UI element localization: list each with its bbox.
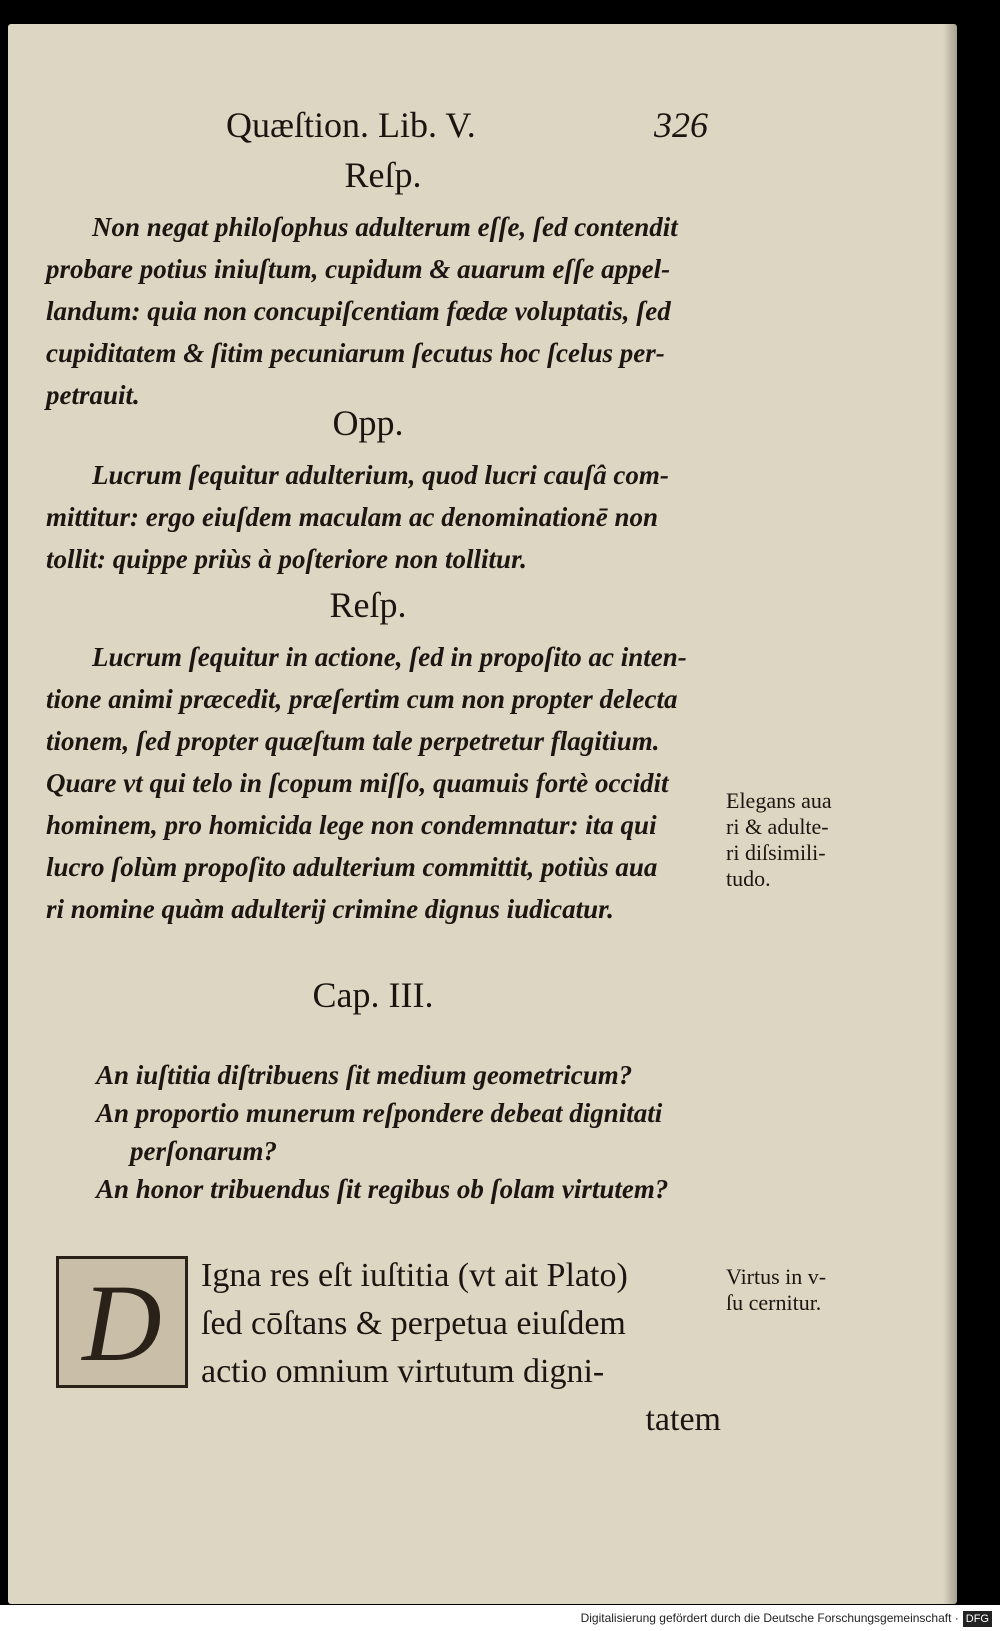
note-line: ri & adulte- xyxy=(726,814,829,839)
text-line: landum: quia non concupiſcentiam fœdæ voluptatis, ſed xyxy=(46,296,671,326)
question-line: An iuſtitia diſtribuens ſit medium geometricum? xyxy=(96,1060,633,1090)
text-line: ſed cōſtans & perpetua eiuſdem xyxy=(201,1305,626,1342)
note-line: ri diſsimili- xyxy=(726,840,826,865)
note-line: ſu cernitur. xyxy=(726,1290,822,1315)
chapter-questions xyxy=(96,1056,736,1208)
paragraph xyxy=(46,454,726,580)
paragraph xyxy=(46,206,726,416)
initial-letter: D xyxy=(82,1262,162,1384)
margin-note xyxy=(726,1264,826,1316)
book-page xyxy=(8,24,957,1604)
section-heading: Reſp. xyxy=(344,155,422,195)
section-heading: Reſp. xyxy=(329,585,407,625)
question-line: An proportio munerum reſpondere debeat dignitati xyxy=(96,1098,663,1128)
chapter-title: Cap. III. xyxy=(312,975,434,1015)
text-line: ri nomine quàm adulterij crimine dignus iudicatur. xyxy=(46,894,614,924)
text-line: Quare vt qui telo in ſcopum miſſo, quamuis fortè occidit xyxy=(46,768,669,798)
footer-text: Digitalisierung gefördert durch die Deutsche Forschungsgemeinschaft · xyxy=(580,1611,959,1625)
text-line: petrauit. xyxy=(46,380,140,410)
text-line: tatem xyxy=(645,1401,721,1438)
text-line: lucro ſolùm propoſito adulterium committit, potiùs aua xyxy=(46,852,658,882)
note-line: Virtus in v- xyxy=(726,1264,827,1289)
question-line: perſonarum? xyxy=(130,1136,278,1166)
folio-number: 326 xyxy=(654,105,708,145)
margin-note xyxy=(726,788,832,892)
text-line: Non negat philoſophus adulterum eſſe, ſed contendit xyxy=(92,212,678,242)
text-line: tionem, ſed propter quæſtum tale perpetretur flagitium. xyxy=(46,726,660,756)
text-line: tione animi præcedit, præſertim cum non propter delecta xyxy=(46,684,678,714)
paragraph xyxy=(46,636,726,930)
question-line: An honor tribuendus ſit regibus ob ſolam virtutem? xyxy=(96,1174,669,1204)
text-line: tollit: quippe priùs à poſteriore non tollitur. xyxy=(46,544,527,574)
text-line: actio omnium virtutum digni- xyxy=(201,1353,605,1390)
text-line: Lucrum ſequitur in actione, ſed in propoſito ac inten- xyxy=(92,642,687,672)
text-line: probare potius iniuſtum, cupidum & auarum eſſe appel- xyxy=(46,254,671,284)
text-line: Lucrum ſequitur adulterium, quod lucri cauſâ com- xyxy=(92,460,669,490)
text-line: cupiditatem & ſitim pecuniarum ſecutus hoc ſcelus per- xyxy=(46,338,665,368)
text-line: mittitur: ergo eiuſdem maculam ac denominationē non xyxy=(46,502,659,532)
digitization-footer xyxy=(0,1605,1000,1631)
note-line: tudo. xyxy=(726,866,771,891)
dfg-logo: DFG xyxy=(963,1611,992,1627)
note-line: Elegans aua xyxy=(726,788,832,813)
section-heading: Opp. xyxy=(332,403,404,443)
text-line: hominem, pro homicida lege non condemnatur: ita qui xyxy=(46,810,657,840)
chapter-body xyxy=(201,1252,721,1444)
decorated-initial xyxy=(56,1256,188,1388)
running-title: Quæſtion. Lib. V. xyxy=(226,105,476,145)
text-line: Igna res eſt iuſtitia (vt ait Plato) xyxy=(201,1257,628,1294)
